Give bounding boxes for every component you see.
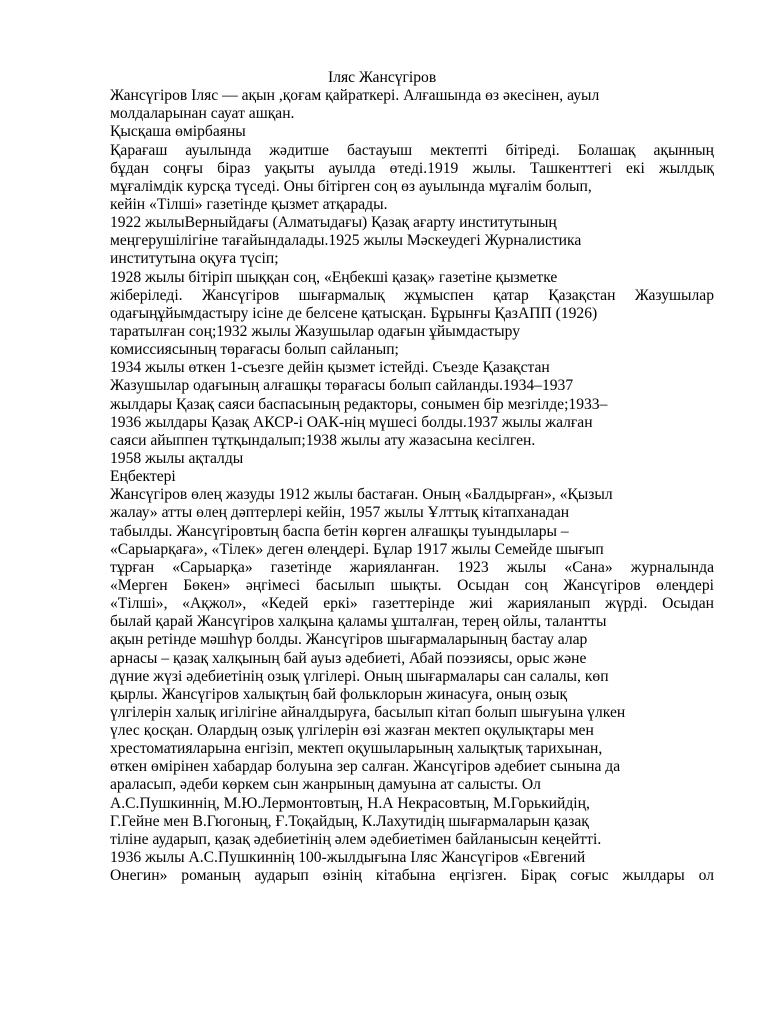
text-line: хрестоматияларына енгізіп, мектеп оқушыларының халықтық тарихынан,: [110, 740, 603, 758]
text-line: саяси айыппен тұтқындалып;1938 жылы ату жазасына кесілген.: [110, 431, 536, 449]
text-line: арнасы – қазақ халқының бай ауыз әдебиеті, Абай поэзиясы, орыс және: [110, 649, 587, 667]
document-body: [110, 87, 714, 885]
text-line: Жазушылар одағының алғашқы төрағасы болып сайланды.1934–1937: [110, 377, 574, 395]
document-title: Іляс Жансүгіров: [328, 69, 437, 86]
text-line: өткен өмірінен хабардар болуына зер салған. Жансүгіров әдебиет сынына да: [110, 758, 621, 776]
text-line: тіліне аударып, қазақ әдебиетінің әлем әдебиетімен байланысын кеңейтті.: [110, 830, 602, 848]
text-line: комиссиясының төрағасы болып сайланып;: [110, 341, 399, 359]
text-line: қырлы. Жансүгіров халықтың бай фольклорын жинасуға, оның озық: [110, 685, 568, 703]
text-line: араласып, әдеби көркем сын жанрының дамуына ат салысты. Ол: [110, 776, 541, 794]
text-line: 1936 жылы А.С.Пушкиннің 100-жылдығына Іляс Жансүгіров «Евгений: [110, 849, 586, 867]
text-line: таратылған соң;1932 жылы Жазушылар одағын ұйымдастыру: [110, 322, 521, 340]
text-line: дүние жүзі әдебиетінің озық үлгілері. Оның шығармалары сан салалы, көп: [110, 667, 609, 685]
text-line: «Мерген Бөкен» әңгімесі басылып шықты. Осыдан соң Жансүгіров өлеңдері: [110, 576, 714, 594]
text-line: Онегин» романың аударып өзінің кітабына еңгізген. Бірақ соғыс жылдары ол: [110, 867, 714, 885]
text-line: меңгерушілігіне тағайындалады.1925 жылы Мәскеудегі Журналистика: [110, 232, 582, 250]
text-line: үлес қосқан. Олардың озық үлгілерін өзі жазған мектеп оқулықтары мен: [110, 722, 594, 740]
text-line: 1958 жылы ақталды: [110, 449, 244, 467]
text-line: Жансүгіров өлең жазуды 1912 жылы бастаған. Оның «Балдырған», «Қызыл: [110, 486, 613, 504]
text-line: 1934 жылы өткен 1-съезге дейін қызмет істейді. Съезде Қазақстан: [110, 359, 550, 377]
text-line: институтына оқуға түсіп;: [110, 250, 279, 268]
text-line: табылды. Жансүгіровтың баспа бетін көрген алғашқы туындылары –: [110, 522, 569, 540]
text-line: А.С.Пушкиннің, М.Ю.Лермонтовтың, Н.А Некрасовтың, М.Горькийдің,: [110, 794, 590, 812]
text-line: Г.Гейне мен В.Гюгоның, Ғ.Тоқайдың, К.Лахутидің шығармаларын қазақ: [110, 812, 589, 830]
text-line: «Тілші», «Ақжол», «Кедей еркі» газеттерінде жиі жарияланып жүрді. Осыдан: [110, 595, 714, 613]
text-line: бұдан соңғы біраз уақыты ауылда өтеді.1919 жылы. Ташкенттегі екі жылдық: [110, 159, 714, 177]
text-line: Еңбектері: [110, 468, 176, 486]
text-line: кейін «Тілші» газетінде қызмет атқарады.: [110, 195, 388, 213]
text-line: үлгілерін халық игілігіне айналдыруға, басылып кітап болып шығуына үлкен: [110, 703, 626, 721]
text-line: 1928 жылы бітіріп шыққан соң, «Еңбекші қазақ» газетіне қызметке: [110, 268, 558, 286]
text-line: жіберіледі. Жансүгіров шығармалық жұмыспен қатар Қазақстан Жазушылар: [110, 286, 714, 304]
text-line: 1922 жылыВерныйдағы (Алматыдағы) Қазақ ағарту институтының: [110, 214, 557, 232]
text-line: мұғалімдік курсқа түседі. Оны бітірген соң өз ауылында мұғалім болып,: [110, 177, 592, 195]
text-line: жалау» атты өлең дәптерлері кейін, 1957 жылы Ұлттық кітапханадан: [110, 504, 570, 522]
text-line: «Сарыарқаға», «Тілек» деген өлеңдері. Бұлар 1917 жылы Семейде шығып: [110, 540, 604, 558]
text-line: 1936 жылдары Қазақ АКСР-і ОАК-нің мүшесі болды.1937 жылы жалған: [110, 413, 593, 431]
text-line: жылдары Қазақ саяси баспасының редакторы, сонымен бір мезгілде;1933–: [110, 395, 608, 413]
text-line: молдаларынан сауат ашқан.: [110, 105, 295, 123]
text-line: Жансүгіров Іляс — ақын ,қоғам қайраткері. Алғашында өз әкесінен, ауыл: [110, 87, 600, 105]
text-line: одағыңұйымдастыру ісіне де белсене қатысқан. Бұрынғы ҚазАПП (1926): [110, 304, 598, 322]
text-line: тұрған «Сарыарқа» газетінде жарияланған. 1923 жылы «Сана» журналында: [110, 558, 714, 576]
text-line: былай қарай Жансүгіров халқына қаламы ұшталған, терең ойлы, талантты: [110, 613, 607, 631]
text-line: Қарағаш ауылында жәдитше бастауыш мектепті бітіреді. Болашақ ақынның: [110, 141, 714, 159]
document-page: [110, 69, 714, 885]
text-line: Қысқаша өмірбаяны: [110, 123, 246, 141]
text-line: ақын ретінде мәшһүр болды. Жансүгіров шығармаларының бастау алар: [110, 631, 588, 649]
